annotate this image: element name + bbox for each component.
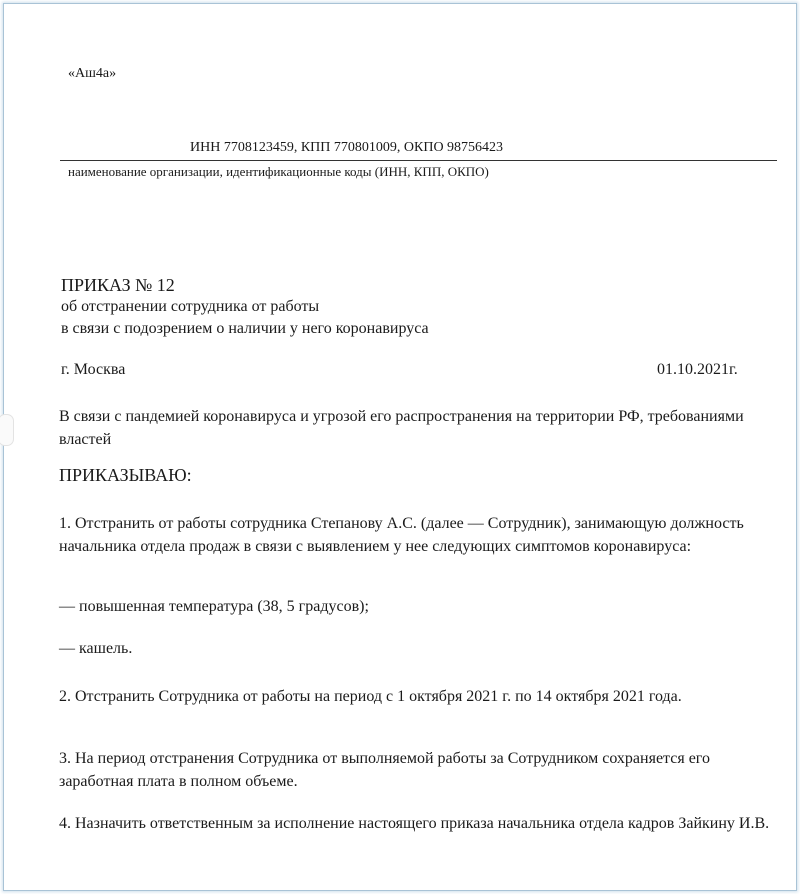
header-divider xyxy=(60,160,777,161)
order-subject-line-1: об отстранении сотрудника от работы xyxy=(61,298,320,315)
order-date: 01.10.2021г. xyxy=(657,361,738,378)
symptom-item-2: — кашель. xyxy=(59,640,133,657)
header-caption: наименование организации, идентификационные коды (ИНН, КПП, ОКПО) xyxy=(68,164,489,179)
order-heading: ПРИКАЗЫВАЮ: xyxy=(59,465,192,485)
order-item-3: 3. На период отстранения Сотрудника от выполняемой работы за Сотрудником сохраняется его заработная плата в полном объеме. xyxy=(59,750,710,790)
intro-paragraph: В связи с пандемией коронавируса и угрозой его распространения на территории РФ, требованиями властей xyxy=(59,408,744,448)
order-city: г. Москва xyxy=(61,361,126,378)
document-page xyxy=(3,3,797,891)
order-item-4: 4. Назначить ответственным за исполнение настоящего приказа начальника отдела кадров Зайкину И.В. xyxy=(59,815,770,832)
scroll-handle[interactable] xyxy=(0,414,14,446)
symptom-item-1: — повышенная температура (38, 5 градусов); xyxy=(59,598,369,615)
order-item-1: 1. Отстранить от работы сотрудника Степанову А.С. (далее — Сотрудник), занимающую должность начальника отдела продаж в связи с выявлением у нее следующих симптомов коронавируса: xyxy=(59,515,744,555)
order-title: ПРИКАЗ № 12 xyxy=(61,275,175,295)
order-subject-line-2: в связи с подозрением о наличии у него коронавируса xyxy=(61,320,429,337)
order-item-2: 2. Отстранить Сотрудника от работы на период с 1 октября 2021 г. по 14 октября 2021 года. xyxy=(59,688,682,705)
organization-name: «Аш4а» xyxy=(68,66,117,81)
identification-codes: ИНН 7708123459, КПП 770801009, ОКПО 98756423 xyxy=(190,140,504,155)
